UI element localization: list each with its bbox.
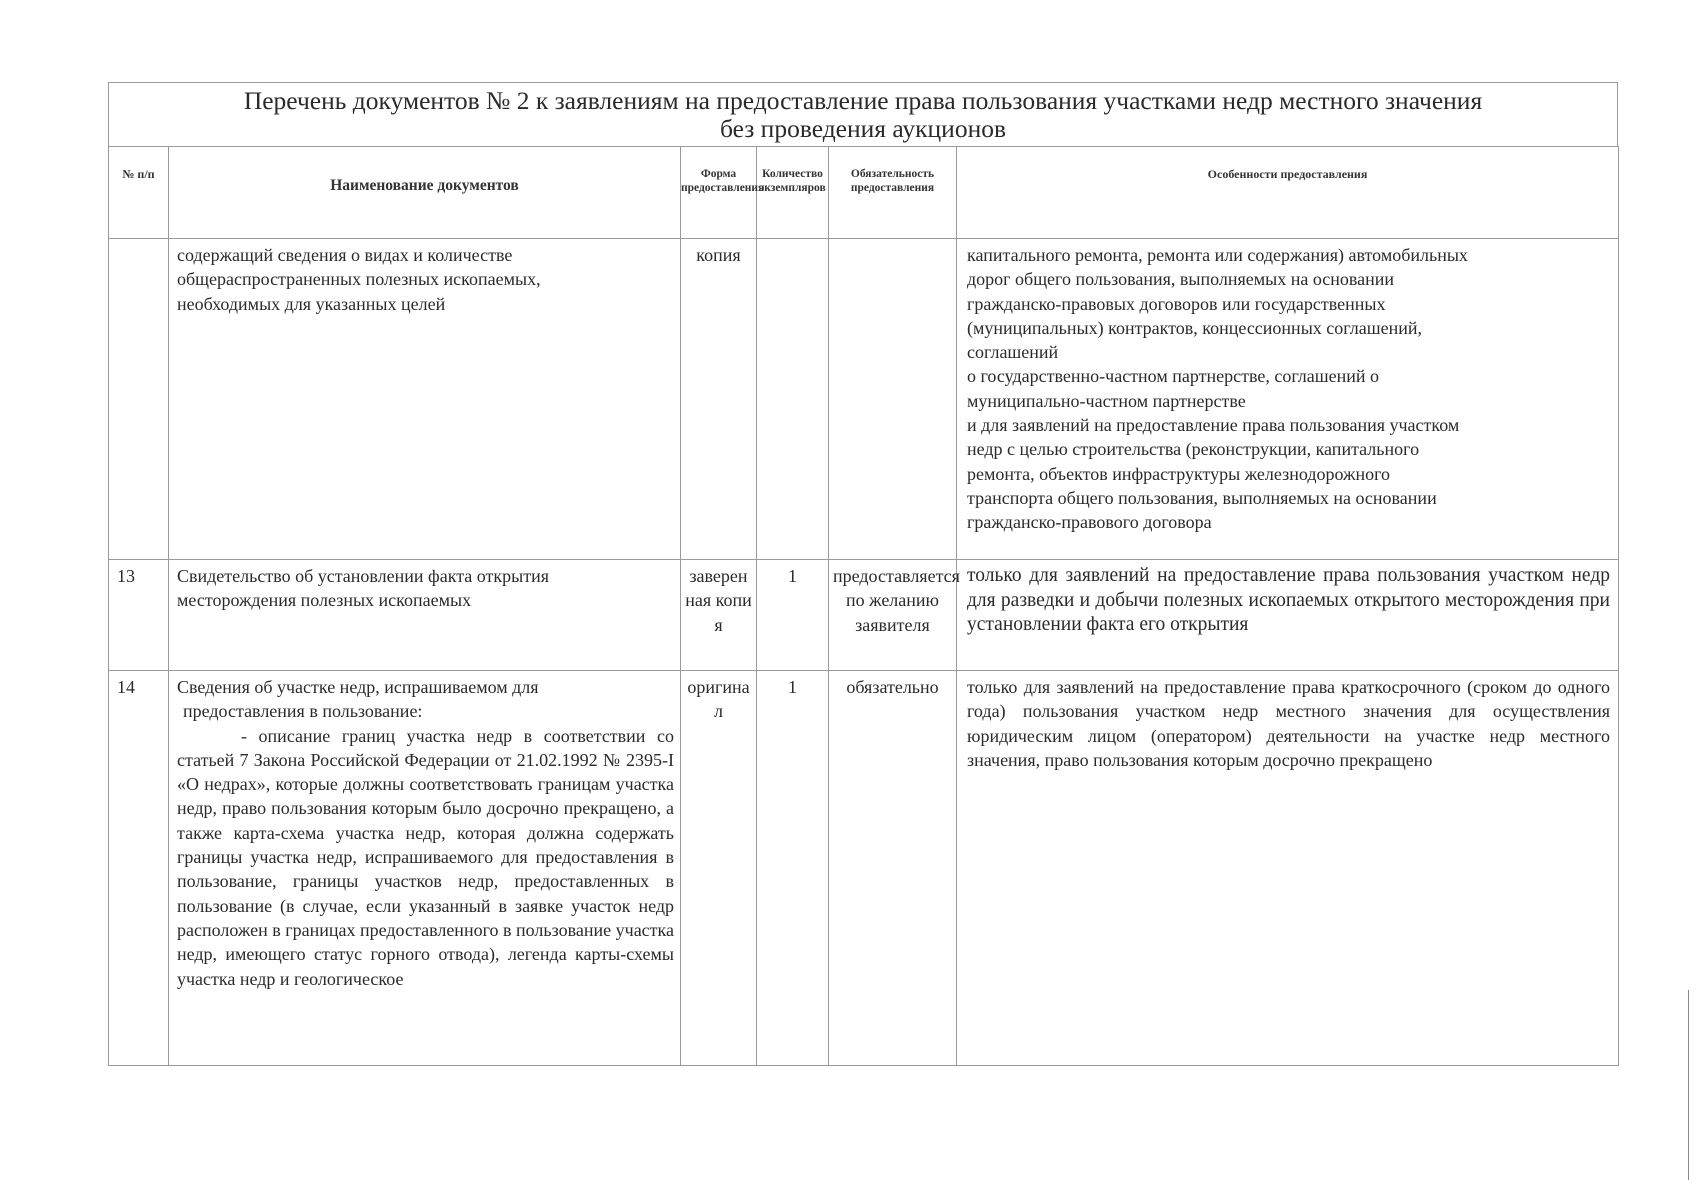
row-count (757, 239, 829, 560)
features-line: гражданско-правовых договоров или государственных (967, 293, 1386, 314)
document-sheet (108, 82, 1618, 1066)
row-form: оригинал (681, 671, 757, 1066)
features-line: о государственно-частном партнерстве, соглашений о (967, 366, 1380, 387)
row-features: только для заявлений на предоставление права краткосрочного (сроком до одного года) пользования участком недр местного значения для осуществления юридическим лицом (оператором) деятельности на участке недр местного значения, право пользования которым досрочно прекращено (957, 671, 1619, 1066)
row-count: 1 (757, 560, 829, 671)
table-row (109, 671, 1619, 1066)
header-form: Форма предоставления (681, 147, 757, 239)
name-line: общераспространенных полезных ископаемых, (177, 269, 541, 290)
table-row (109, 560, 1619, 671)
name-line: содержащий сведения о видах и количестве (177, 245, 513, 265)
row-mandatory (829, 239, 957, 560)
name-line: Свидетельство об установлении факта открытия (177, 566, 550, 586)
row-form: заверенная копия (681, 560, 757, 671)
row-features (957, 239, 1619, 560)
name-line: Сведения об участке недр, испрашиваемом для (177, 677, 539, 697)
row-mandatory: обязательно (829, 671, 957, 1066)
features-line: (муниципальных) контрактов, концессионных соглашений, (967, 317, 1422, 338)
name-line: предоставления в пользование: (183, 701, 423, 722)
row-mandatory: предоставляется по желанию заявителя (829, 560, 957, 671)
features-line: дорог общего пользования, выполняемых на основании (967, 269, 1395, 290)
features-line: соглашений (967, 342, 1059, 363)
features-line: ремонта, объектов инфраструктуры железнодорожного (967, 463, 1391, 484)
name-line: необходимых для указанных целей (177, 293, 446, 314)
row-form: копия (681, 239, 757, 560)
table-row (109, 239, 1619, 560)
features-line: капитального ремонта, ремонта или содержания) автомобильных (967, 245, 1468, 265)
row-features: только для заявлений на предоставление права пользования участком недр для разведки и добычи полезных ископаемых открытого месторождения при установлении факта его открытия (957, 560, 1619, 671)
row-name (169, 560, 681, 671)
table-header-row (109, 147, 1619, 239)
name-body: - описание границ участка недр в соответствии со статьей 7 Закона Российской Федерации от 21.02.1992 № 2395-I «О недрах», которые должны соответствовать границам участка недр, право пользования которым было досрочно прекращено, а также карта-схема участка недр, которая должна содержать границы участка недр, испрашиваемого для предоставления в пользование, границы участков недр, предоставленных в пользование (в случае, если указанный в заявке участок недр расположен в границах предоставленного в пользование участка недр, имеющего статус горного отвода), легенда карты-схемы участка недр и геологическое (177, 725, 674, 989)
features-line: и для заявлений на предоставление права пользования участком (967, 415, 1460, 436)
document-title (108, 82, 1618, 146)
title-line-1: Перечень документов № 2 к заявлениям на предоставление права пользования участками недр местного значения (243, 86, 1483, 115)
row-name (169, 239, 681, 560)
header-mandatory: Обязательность предоставления (829, 147, 957, 239)
header-count: Количество экземпляров (757, 147, 829, 239)
documents-table (108, 146, 1619, 1066)
header-features: Особенности предоставления (957, 147, 1619, 239)
row-name (169, 671, 681, 1066)
row-num (109, 239, 169, 560)
features-line: транспорта общего пользования, выполняемых на основании (967, 487, 1437, 508)
features-line: гражданско-правового договора (967, 512, 1212, 533)
name-line: месторождения полезных ископаемых (177, 590, 472, 611)
row-count: 1 (757, 671, 829, 1066)
title-line-2: без проведения аукционов (719, 114, 1007, 143)
scan-edge-mark (1688, 990, 1689, 1180)
features-line: недр с целью строительства (реконструкции, капитального (967, 439, 1420, 460)
features-line: муниципально-частном партнерстве (967, 390, 1246, 411)
header-name: Наименование документов (169, 147, 681, 239)
row-num: 14 (109, 671, 169, 1066)
row-num: 13 (109, 560, 169, 671)
header-num: № п/п (109, 147, 169, 239)
